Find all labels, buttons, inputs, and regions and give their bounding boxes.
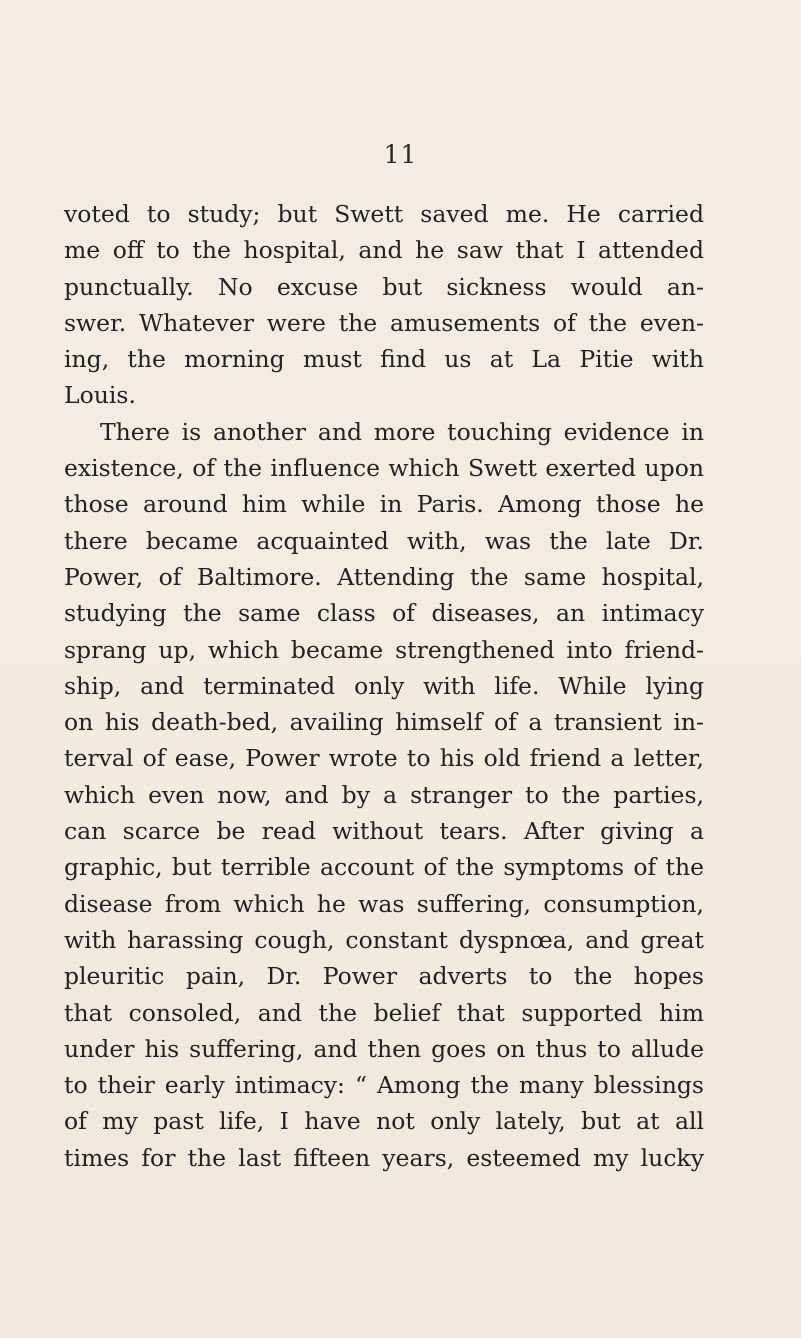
text-line: which even now, and by a stranger to the parties,	[64, 780, 704, 809]
text-line: terval of ease, Power wrote to his old friend a letter,	[64, 744, 704, 773]
text-line: times for the last fifteen years, esteemed my lucky	[64, 1143, 704, 1172]
paragraph-start-line: There is another and more touching evidence in	[100, 417, 704, 446]
text-line: studying the same class of diseases, an intimacy	[64, 599, 704, 628]
text-line: Louis.	[64, 381, 136, 410]
body-text	[64, 196, 704, 1176]
text-line: ing, the morning must find us at La Pitie with	[64, 345, 704, 374]
page-number: 11	[383, 140, 418, 169]
text-line: existence, of the influence which Swett exerted upon	[64, 454, 704, 483]
text-line: swer. Whatever were the amusements of the even-	[64, 308, 704, 337]
text-line: me off to the hospital, and he saw that I attended	[64, 236, 704, 265]
text-line: there became acquainted with, was the late Dr.	[64, 526, 704, 555]
text-line: sprang up, which became strengthened into friend-	[64, 635, 704, 664]
text-line: disease from which he was suffering, consumption,	[64, 889, 704, 918]
text-line: can scarce be read without tears. After giving a	[64, 817, 704, 846]
text-line: ship, and terminated only with life. While lying	[64, 671, 704, 700]
text-line: voted to study; but Swett saved me. He carried	[64, 200, 704, 228]
text-line: Power, of Baltimore. Attending the same hospital,	[64, 562, 704, 591]
text-line: punctually. No excuse but sickness would an-	[64, 272, 704, 301]
text-line: graphic, but terrible account of the symptoms of the	[64, 853, 704, 882]
text-line: those around him while in Paris. Among those he	[64, 490, 704, 519]
text-line: on his death-bed, availing himself of a transient in-	[64, 708, 704, 737]
text-line: of my past life, I have not only lately, but at all	[64, 1107, 704, 1136]
text-line: pleuritic pain, Dr. Power adverts to the hopes	[64, 962, 704, 991]
text-line: to their early intimacy: “ Among the many blessings	[64, 1071, 704, 1100]
text-line: under his suffering, and then goes on thus to allude	[64, 1034, 704, 1063]
text-line: with harassing cough, constant dyspnœa, and great	[64, 925, 704, 954]
text-line: that consoled, and the belief that supported him	[64, 998, 704, 1027]
